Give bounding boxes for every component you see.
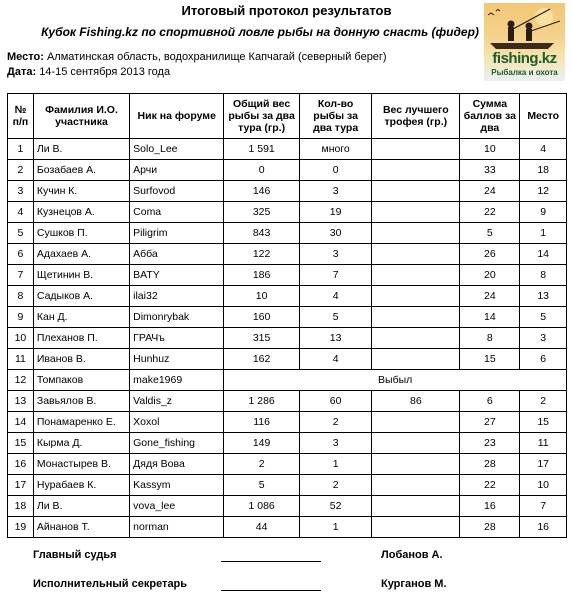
table-row [8,349,567,370]
cell-nick: Арчи [130,160,224,181]
cell-nick: Дядя Вова [130,454,224,475]
cell-name: Кучин К. [33,181,129,202]
cell-place: 17 [520,454,567,475]
date-line [7,66,170,78]
header-weight: Общий вес рыбы за два тура (гр.) [224,94,300,139]
document-title: Итоговый протокол результатов [181,3,392,18]
table-row [8,223,567,244]
cell-weight: 325 [224,202,300,223]
header-points: Сумма баллов за два [460,94,520,139]
cell-nick: Hunhuz [130,349,224,370]
cell-trophy: 86 [372,391,460,412]
place-value: Алматинская область, водохранилище Капчагай (северный берег) [46,51,387,63]
cell-place: 13 [520,286,567,307]
cell-place: 12 [520,181,567,202]
cell-count: 4 [299,349,371,370]
cell-name: Плеханов П. [33,328,129,349]
cell-nick: Solo_Lee [130,139,224,160]
cell-count: 2 [299,475,371,496]
cell-count: 0 [299,160,371,181]
date-label: Дата: [7,66,37,78]
cell-points: 14 [460,307,520,328]
table-row [8,370,567,391]
cell-name: Ли В. [33,139,129,160]
cell-num: 9 [8,307,34,328]
chief-judge-signature-line [221,560,321,562]
cell-name: Иванов В. [33,349,129,370]
place-label: Место: [7,51,44,63]
cell-place: 10 [520,475,567,496]
header-nick: Ник на форуме [130,94,224,139]
secretary-signature-line [221,589,321,591]
cell-trophy [372,328,460,349]
cell-num: 12 [8,370,34,391]
cell-points: 22 [460,475,520,496]
cell-name: Бозабаев А. [33,160,129,181]
cell-points: 16 [460,496,520,517]
cell-count: 30 [299,223,371,244]
header-name: Фамилия И.О. участника [33,94,129,139]
cell-name: Айнанов Т. [33,517,129,538]
results-table [7,93,567,538]
fishing-kz-logo [484,3,565,81]
cell-weight: 1 086 [224,496,300,517]
cell-count: 52 [299,496,371,517]
cell-nick: Абба [130,244,224,265]
cell-place: 1 [520,223,567,244]
cell-num: 14 [8,412,34,433]
cell-place: 15 [520,412,567,433]
logo-tagline: Рыбалка и охота [491,68,558,77]
table-row [8,412,567,433]
cell-points: 22 [460,202,520,223]
cell-points: 5 [460,223,520,244]
table-row [8,244,567,265]
cell-trophy [372,265,460,286]
cell-count: 7 [299,265,371,286]
cell-weight: 5 [224,475,300,496]
cell-count: 60 [299,391,371,412]
cell-trophy [372,433,460,454]
cell-num: 13 [8,391,34,412]
cell-trophy [372,139,460,160]
cell-nick: Kassym [130,475,224,496]
table-row [8,139,567,160]
secretary-name: Курганов М. [381,578,447,590]
cell-place: 6 [520,349,567,370]
cell-name: Адахаев А. [33,244,129,265]
cell-nick: vova_lee [130,496,224,517]
cell-weight: 843 [224,223,300,244]
cell-points: 28 [460,454,520,475]
cell-num: 3 [8,181,34,202]
cell-num: 2 [8,160,34,181]
cell-name: Кузнецов А. [33,202,129,223]
header-trophy: Вес лучшего трофея (гр.) [372,94,460,139]
cell-points: 26 [460,244,520,265]
table-row [8,517,567,538]
cell-trophy [372,517,460,538]
cell-nick: make1969 [130,370,224,391]
table-row [8,160,567,181]
cell-nick: ГРАЧъ [130,328,224,349]
cell-nick: BATY [130,265,224,286]
cell-nick: Xoxol [130,412,224,433]
cell-name: Щетинин В. [33,265,129,286]
cell-trophy [372,244,460,265]
cell-place: 2 [520,391,567,412]
cell-num: 10 [8,328,34,349]
cell-points: 20 [460,265,520,286]
cell-points: 15 [460,349,520,370]
cell-count: 3 [299,244,371,265]
cell-count: 1 [299,517,371,538]
table-row [8,265,567,286]
cell-place: 18 [520,160,567,181]
cell-count: 4 [299,286,371,307]
cell-weight: 2 [224,454,300,475]
cell-weight: 146 [224,181,300,202]
cell-weight: 10 [224,286,300,307]
boat-fisherman-icon [484,3,565,49]
cell-num: 1 [8,139,34,160]
table-row [8,433,567,454]
cell-name: Кан Д. [33,307,129,328]
secretary-label: Исполнительный секретарь [33,578,188,590]
cell-trophy [372,307,460,328]
date-value: 14-15 сентября 2013 года [39,66,171,78]
place-line [7,51,387,63]
cell-place: 11 [520,433,567,454]
cell-weight: 116 [224,412,300,433]
cell-name: Монастырев В. [33,454,129,475]
cell-trophy [372,475,460,496]
cell-weight: 122 [224,244,300,265]
table-row [8,202,567,223]
cell-nick: Valdis_z [130,391,224,412]
cell-trophy [372,349,460,370]
cell-nick: Gone_fishing [130,433,224,454]
cell-place: 5 [520,307,567,328]
cell-points: 6 [460,391,520,412]
logo-name: fishing.kz [492,50,557,67]
cell-place: 16 [520,517,567,538]
cell-nick: Surfovod [130,181,224,202]
cell-trophy [372,202,460,223]
cell-points: 10 [460,139,520,160]
cell-trophy [372,160,460,181]
table-row [8,328,567,349]
cell-weight: 1 591 [224,139,300,160]
table-row [8,391,567,412]
cell-weight: 162 [224,349,300,370]
cell-num: 7 [8,265,34,286]
header-count: Кол-во рыбы за два тура [299,94,371,139]
cell-name: Ли В. [33,496,129,517]
cell-weight: 44 [224,517,300,538]
cell-weight: 315 [224,328,300,349]
cell-count: 19 [299,202,371,223]
table-row [8,181,567,202]
cell-place: 7 [520,496,567,517]
cell-count: 3 [299,433,371,454]
cell-trophy [372,286,460,307]
cell-count: 3 [299,181,371,202]
cell-num: 15 [8,433,34,454]
cell-num: 5 [8,223,34,244]
table-row [8,307,567,328]
cell-num: 18 [8,496,34,517]
cell-nick: Coma [130,202,224,223]
cell-nick: Dimonrybak [130,307,224,328]
cell-place: 8 [520,265,567,286]
chief-judge-name: Лобанов А. [381,549,443,561]
table-row [8,496,567,517]
cell-num: 19 [8,517,34,538]
cell-name: Нурабаев К. [33,475,129,496]
cell-num: 6 [8,244,34,265]
cell-name: Томпаков [33,370,129,391]
table-row [8,475,567,496]
cell-count: много [299,139,371,160]
cell-count: 1 [299,454,371,475]
cell-trophy [372,496,460,517]
cell-weight: 149 [224,433,300,454]
cell-points: 27 [460,412,520,433]
cell-nick: norman [130,517,224,538]
chief-judge-label: Главный судья [33,549,117,561]
cell-name: Сушков П. [33,223,129,244]
cell-weight: 0 [224,160,300,181]
cell-num: 16 [8,454,34,475]
cell-num: 11 [8,349,34,370]
cell-num: 8 [8,286,34,307]
cell-place: 14 [520,244,567,265]
cell-count: 5 [299,307,371,328]
cell-place: 3 [520,328,567,349]
cell-name: Садыков А. [33,286,129,307]
cell-nick: ilai32 [130,286,224,307]
cell-trophy [372,223,460,244]
cell-place: 9 [520,202,567,223]
cell-weight: 1 286 [224,391,300,412]
header-place: Место [520,94,567,139]
cell-weight: 160 [224,307,300,328]
cell-count: 2 [299,412,371,433]
cell-num: 17 [8,475,34,496]
table-header-row [8,94,567,139]
cell-points: 23 [460,433,520,454]
cell-withdrawn: Выбыл [224,370,567,391]
cell-name: Завьялов В. [33,391,129,412]
cell-weight: 186 [224,265,300,286]
cell-count: 13 [299,328,371,349]
table-row [8,454,567,475]
cell-points: 33 [460,160,520,181]
cell-place: 4 [520,139,567,160]
cell-trophy [372,181,460,202]
document-subtitle: Кубок Fishing.kz по спортивной ловле рыбы на донную снасть (фидер) [41,25,479,39]
cell-name: Понамаренко Е. [33,412,129,433]
table-row [8,286,567,307]
header-num: № п/п [8,94,34,139]
results-body [8,139,567,538]
cell-points: 8 [460,328,520,349]
cell-points: 24 [460,286,520,307]
cell-nick: Piligrim [130,223,224,244]
cell-name: Кырма Д. [33,433,129,454]
cell-trophy [372,454,460,475]
cell-points: 28 [460,517,520,538]
cell-trophy [372,412,460,433]
cell-points: 24 [460,181,520,202]
cell-num: 4 [8,202,34,223]
